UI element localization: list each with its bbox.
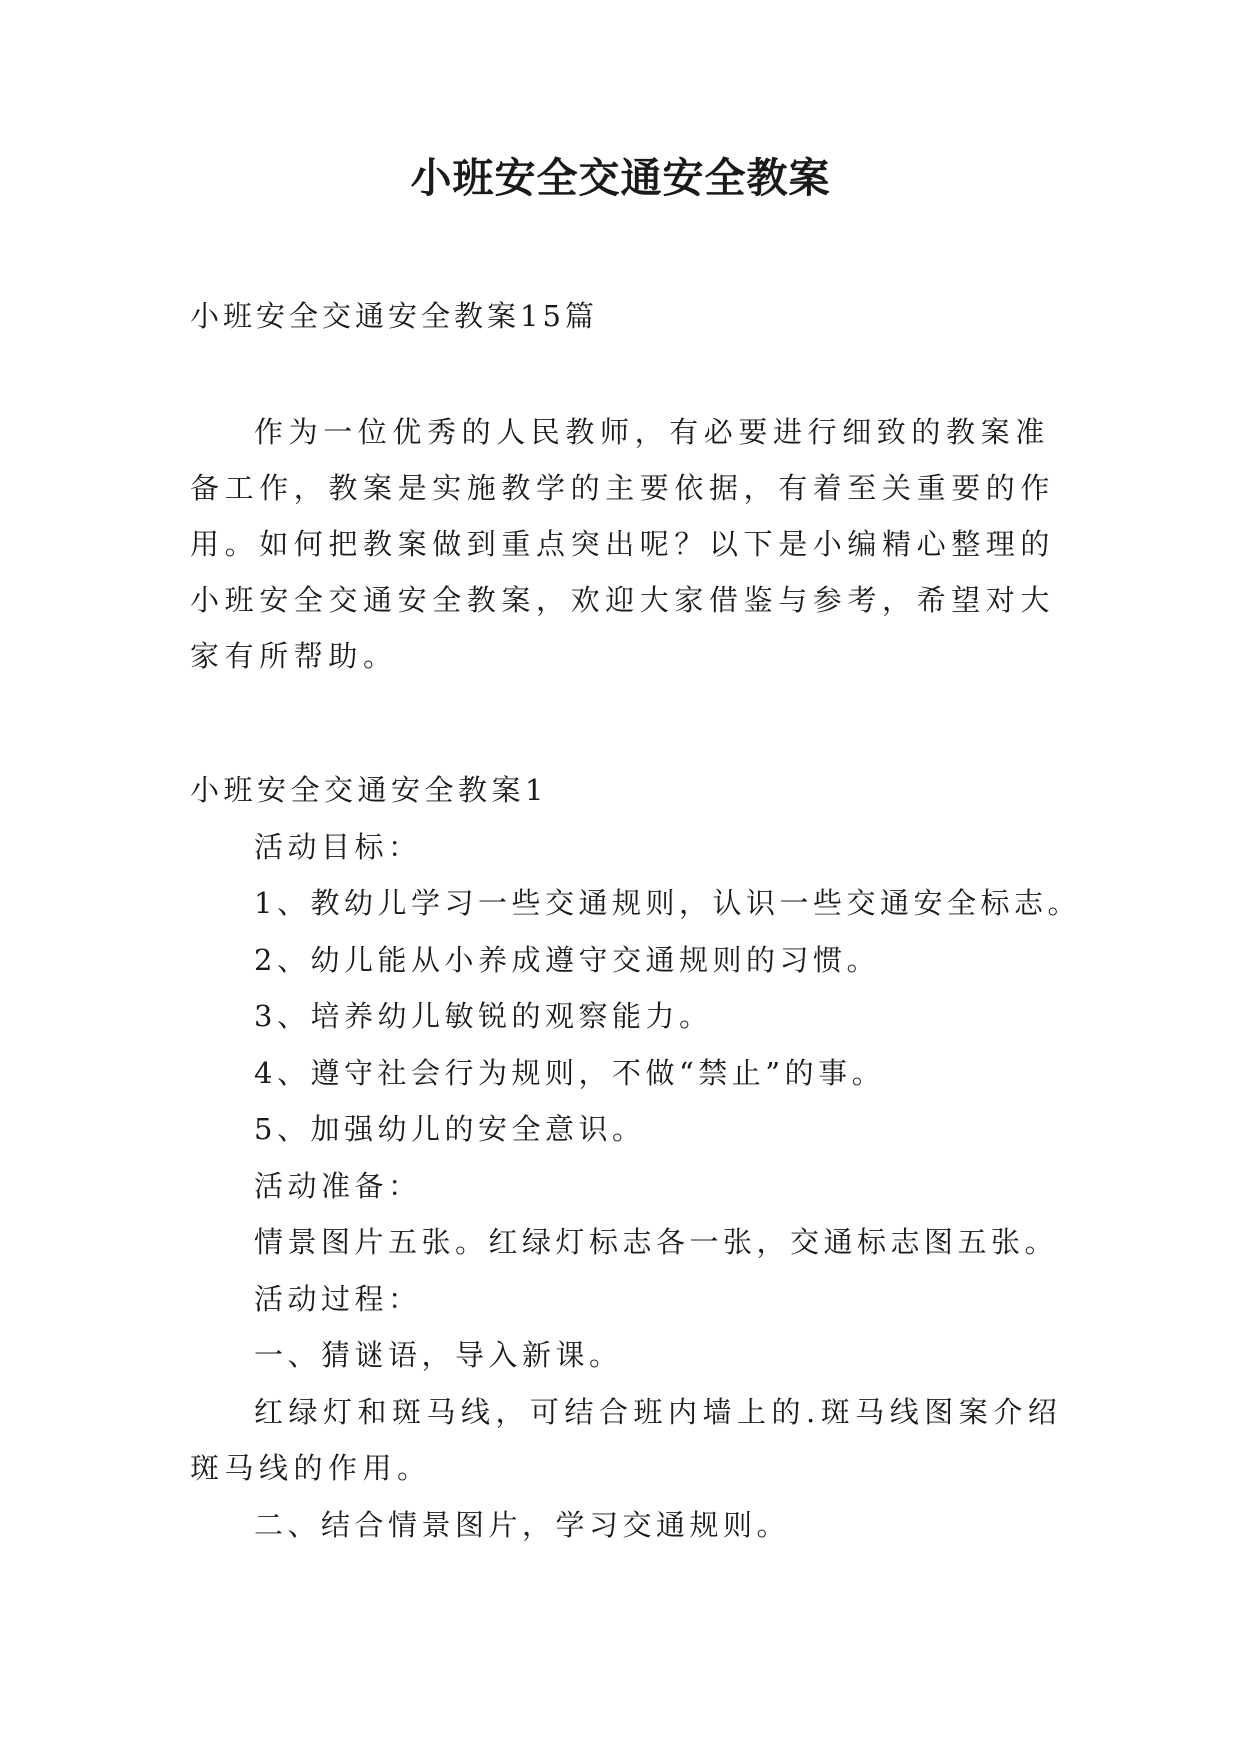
lesson-section-1 [190,762,1090,1553]
step-2: 二、结合情景图片，学习交通规则。 [254,1507,791,1542]
document-subtitle: 小班安全交通安全教案15篇 [190,299,598,333]
goal-item-2: 2、幼儿能从小养成遵守交通规则的习惯。 [254,942,880,977]
document-title: 小班安全交通安全教案 [410,154,831,202]
step-1-detail: 红绿灯和斑马线，可结合班内墙上的.斑马线图案介绍斑马线的作用。 [190,1394,1063,1485]
process-label: 活动过程： [254,1281,422,1316]
goal-item-4: 4、遵守社会行为规则，不做“禁止”的事。 [254,1055,886,1090]
step-1: 一、猜谜语，导入新课。 [254,1338,623,1372]
intro-paragraph: 作为一位优秀的人民教师，有必要进行细致的教案准备工作，教案是实施教学的主要依据，有着至关重要的作用。如何把教案做到重点突出呢？以下是小编精心整理的小班安全交通安全教案，欢迎大家借鉴与参考，希望对大家有所帮助。 [190,415,1056,673]
goal-item-3: 3、培养幼儿敏锐的观察能力。 [254,999,713,1033]
goal-item-1: 1、教幼儿学习一些交通规则，认识一些交通安全标志。 [254,886,1081,920]
goal-label: 活动目标： [254,829,422,864]
prep-label: 活动准备： [254,1168,422,1203]
section-heading: 小班安全交通安全教案1 [190,773,548,807]
prep-text: 情景图片五张。红绿灯标志各一张，交通标志图五张。 [254,1225,1059,1259]
goal-item-5: 5、加强幼儿的安全意识。 [254,1112,646,1146]
